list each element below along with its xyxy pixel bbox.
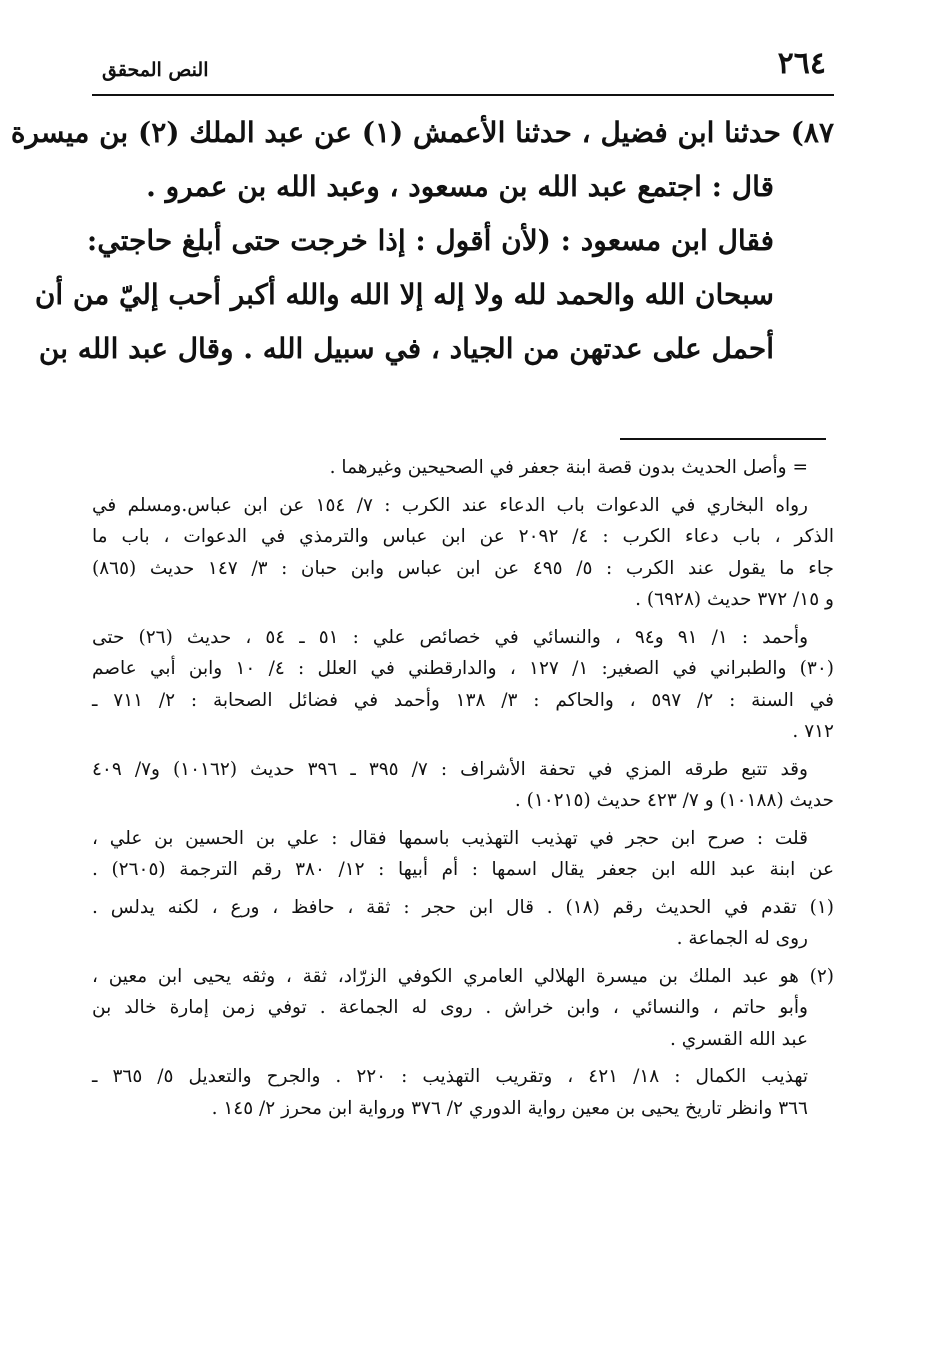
footnote-line: جاء ما يقول عند الكرب : ٥/ ٤٩٥ عن ابن عباس وابن حبان : ٣/ ١٤٧ حديث (٨٦٥) [92, 557, 834, 579]
footnote-line: ٧١٢ . [792, 721, 834, 742]
footnote-line: عن ابنة عبد الله ابن جعفر يقال اسمها : أم أبيها : ١٢/ ٣٨٠ رقم الترجمة (٢٦٠٥) . [92, 859, 834, 880]
footnote-line: ٣٦٦ وانظر تاريخ يحيى بن معين رواية الدوري ٢/ ٣٧٦ ورواية ابن محرز ٢/ ١٤٥ . [211, 1097, 808, 1119]
footnote-line: وأبو حاتم ، والنسائي ، وابن خراش . روى له الجماعة . توفي زمن إمارة خالد بن [92, 997, 808, 1018]
footnote-line: في السنة : ٢/ ٥٩٧ ، والحاكم : ٣/ ١٣٨ وأحمد في فضائل الصحابة : ٢/ ٧١١ ـ [92, 689, 835, 711]
footnote-2 [92, 961, 834, 1056]
hadith-line: قال : اجتمع عبد الله بن مسعود ، وعبد الله بن عمرو . [146, 170, 774, 203]
footnote-line: وأحمد : ١/ ٩١ و٩٤ ، والنسائي في خصائص علي : ٥١ ـ ٥٤ ، حديث (٢٦) حتى [92, 626, 808, 648]
page-header [92, 42, 834, 96]
footnote-separator [620, 438, 826, 440]
footnote-line: وقد تتبع طرقه المزي في تحفة الأشراف : ٧/ ٣٩٥ ـ ٣٩٦ حديث (١٠١٦٢) و٧/ ٤٠٩ [92, 758, 808, 780]
footnote-line: = وأصل الحديث بدون قصة ابنة جعفر في الصحيحين وغيرهما . [329, 457, 808, 478]
footnote-paragraph [92, 823, 834, 886]
footnote-paragraph [92, 1061, 834, 1124]
footnote-line: قلت : صرح ابن حجر في تهذيب التهذيب باسمها فقال : علي بن الحسين بن علي ، [92, 827, 808, 849]
footnote-line: (٢) هو عبد الملك بن ميسرة الهلالي العامري الكوفي الزرّاد، ثقة ، وثقه يحيى ابن معين ، [92, 965, 834, 987]
footnote-line: رواه البخاري في الدعوات باب الدعاء عند الكرب : ٧/ ١٥٤ عن ابن عباس.ومسلم في [92, 494, 808, 516]
hadith-line: أحمل على عدتهن من الجياد ، في سبيل الله . وقال عبد الله بن [38, 332, 774, 365]
footnote-line: الذكر ، باب دعاء الكرب : ٤/ ٢٠٩٢ عن ابن عباس والترمذي في الدعوات ، باب ما [92, 526, 834, 547]
footnote-line: تهذيب الكمال : ١٨/ ٤٢١ ، وتقريب التهذيب : ٢٢٠ . والجرح والتعديل ٥/ ٣٦٥ ـ [92, 1066, 809, 1087]
hadith-text [10, 106, 834, 376]
hadith-line: ٨٧) حدثنا ابن فضيل ، حدثنا الأعمش (١) عن عبد الملك (٢) بن ميسرة [10, 116, 834, 149]
hadith-line: فقال ابن مسعود : (لأن أقول : إذا خرجت حتى أبلغ حاجتي: [86, 224, 774, 257]
footnote-line: و ١٥/ ٣٧٢ حديث (٦٩٢٨) . [635, 589, 834, 610]
footnote-line: (٣٠) والطبراني في الصغير: ١/ ١٢٧ ، والدارقطني في العلل : ٤/ ١٠ وابن أبي عاصم [92, 658, 834, 679]
footnote-paragraph [92, 754, 834, 817]
running-title: النص المحقق [102, 59, 209, 81]
footnote-1 [92, 892, 834, 955]
page-number: ٢٦٤ [777, 46, 826, 81]
footnote-paragraph [92, 622, 834, 748]
footnote-paragraph [92, 490, 834, 616]
footnotes [92, 452, 834, 1130]
footnote-line: (١) تقدم في الحديث رقم (١٨) . قال ابن حجر : ثقة ، حافظ ، ورع ، لكنه يدلس . [92, 896, 835, 918]
footnote-line: روى له الجماعة . [676, 928, 808, 949]
footnote-continuation [92, 452, 834, 484]
footnote-line: حديث (١٠١٨٨) و ٧/ ٤٢٣ حديث (١٠٢١٥) . [514, 790, 834, 811]
hadith-line: سبحان الله والحمد لله ولا إله إلا الله والله أكبر أحب إليّ من أن [34, 278, 774, 311]
footnote-line: عبد الله القسري . [669, 1028, 808, 1050]
